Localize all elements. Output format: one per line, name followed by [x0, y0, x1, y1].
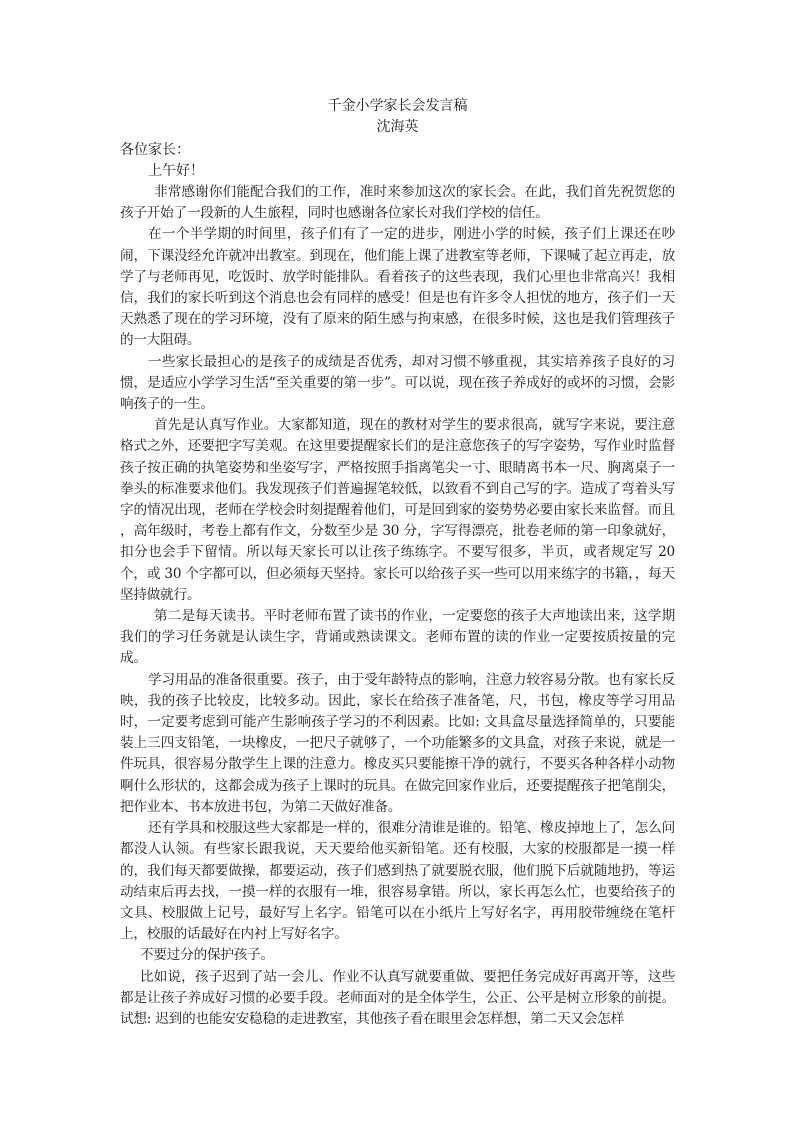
paragraph: 非常感谢你们能配合我们的工作，准时来参加这次的家长会。在此，我们首先祝贺您的孩子开始了一段新的人生旅程，同时也感谢各位家长对我们学校的信任。	[120, 184, 675, 222]
paragraph: 一些家长最担心的是孩子的成绩是否优秀，却对习惯不够重视，其实培养孩子良好的习惯，是适应小学学习生活“至关重要的第一步”。可以说，现在孩子养成好的或坏的习惯，会影响孩子的一生。	[120, 353, 675, 413]
section-heading: 不要过分的保护孩子。	[140, 947, 274, 964]
salutation: 各位家长：	[120, 142, 190, 158]
paragraph: 第二是每天读书。平时老师布置了读书的作业，一定要您的孩子大声地读出来，这学期我们的学习任务就是认读生字，背诵或熟读课文。老师布置的读的作业一定要按质按量的完成。	[120, 608, 675, 667]
document-author: 沈海英	[376, 119, 419, 135]
paragraph: 学习用品的准备很重要。孩子，由于受年龄特点的影响，注意力较容易分散。也有家长反映，我的孩子比较皮，比较多动。因此，家长在给孩子准备笔，尺，书包，橡皮等学习用品时，一定要考虑到可能产生影响孩子学习的不利因素。比如: 文具盒尽量选择简单的，只要能装上三四支铅笔，一块橡皮，一把尺子就够了，一个功能繁多的文具盒，对孩子来说，就是一件玩具，很容易分散学生上课的注意力。橡皮买只要能擦干净的就行，不要买各种各样小动物啊什么形状的，这都会成为孩子上课时的玩具。在做完回家作业后，还要提醒孩子把笔削尖，把作业本、书本放进书包，为第二天做好准备。	[120, 671, 675, 815]
paragraph: 首先是认真写作业。大家都知道，现在的教材对学生的要求很高，就写字来说，要注意格式之外，还要把字写美观。在这里要提醒家长们的是注意您孩子的写字姿势，写作业时监督孩子按正确的执笔姿势和坐姿写字，严格按照手指离笔尖一寸、眼睛离书本一尺、胸离桌子一拳头的标准要求他们。我发现孩子们普遍握笔较低，以致看不到自己写的字。造成了弯着头写字的情况出现，老师在学校会时刻提醒着他们，可是回到家的姿势势必要由家长来监督。而且 ，高年级时，考卷上都有作文，分数至少是 30 分，字写得漂亮，批卷老师的第一印象就好，扣分也会手下留情。所以每天家长可以让孩子练练字。不要写很多，半页，或者规定写 20 个，或 30 个字都可以，但必须每天坚持。家长可以给孩子买一些可以用来练字的书籍，，每天坚持做就行。	[120, 417, 675, 603]
paragraph: 比如说，孩子迟到了站一会儿、作业不认真写就要重做、要把任务完成好再离开等，这些都是让孩子养成好习惯的必要手段。老师面对的是全体学生，公正、公平是树立形象的前提。试想: 迟到的也能安安稳稳的走进教室，其他孩子看在眼里会怎样想，第二天又会怎样	[120, 968, 675, 1027]
paragraph: 在一个半学期的时间里，孩子们有了一定的进步，刚进小学的时候，孩子们上课还在吵闹，下课没经允许就冲出教室。到现在，他们能上课了进教室等老师，下课喊了起立再走，放学了与老师再见，吃饭时、放学时能排队。看着孩子的这些表现，我们心里也非常高兴！我相信，我们的家长听到这个消息也会有同样的感受！但是也有许多令人担忧的地方，孩子们一天天熟悉了现在的学习环境，没有了原来的陌生感与拘束感，在很多时候，这也是我们管理孩子的一大阻碍。	[120, 226, 675, 349]
document-page	[120, 96, 675, 1030]
document-title: 千金小学家长会发言稿	[327, 98, 468, 114]
paragraph: 还有学具和校服这些大家都是一样的，很难分清谁是谁的。铅笔、橡皮掉地上了，怎么问都没人认领。有些家长跟我说，天天要给他买新铅笔。还有校服，大家的校服都是一摸一样的，我们每天都要做操，都要运动，孩子们感到热了就要脱衣服，他们脱下后就随地扔，等运动结束后再去找，一摸一样的衣服有一堆，很容易拿错。所以，家长再怎么忙，也要给孩子的文具、校服做上记号，最好写上名字。铅笔可以在小纸片上写好名字，再用胶带缠绕在笔杆上，校服的话最好在内衬上写好名字。	[120, 820, 675, 943]
greeting: 上午好！	[148, 163, 204, 179]
